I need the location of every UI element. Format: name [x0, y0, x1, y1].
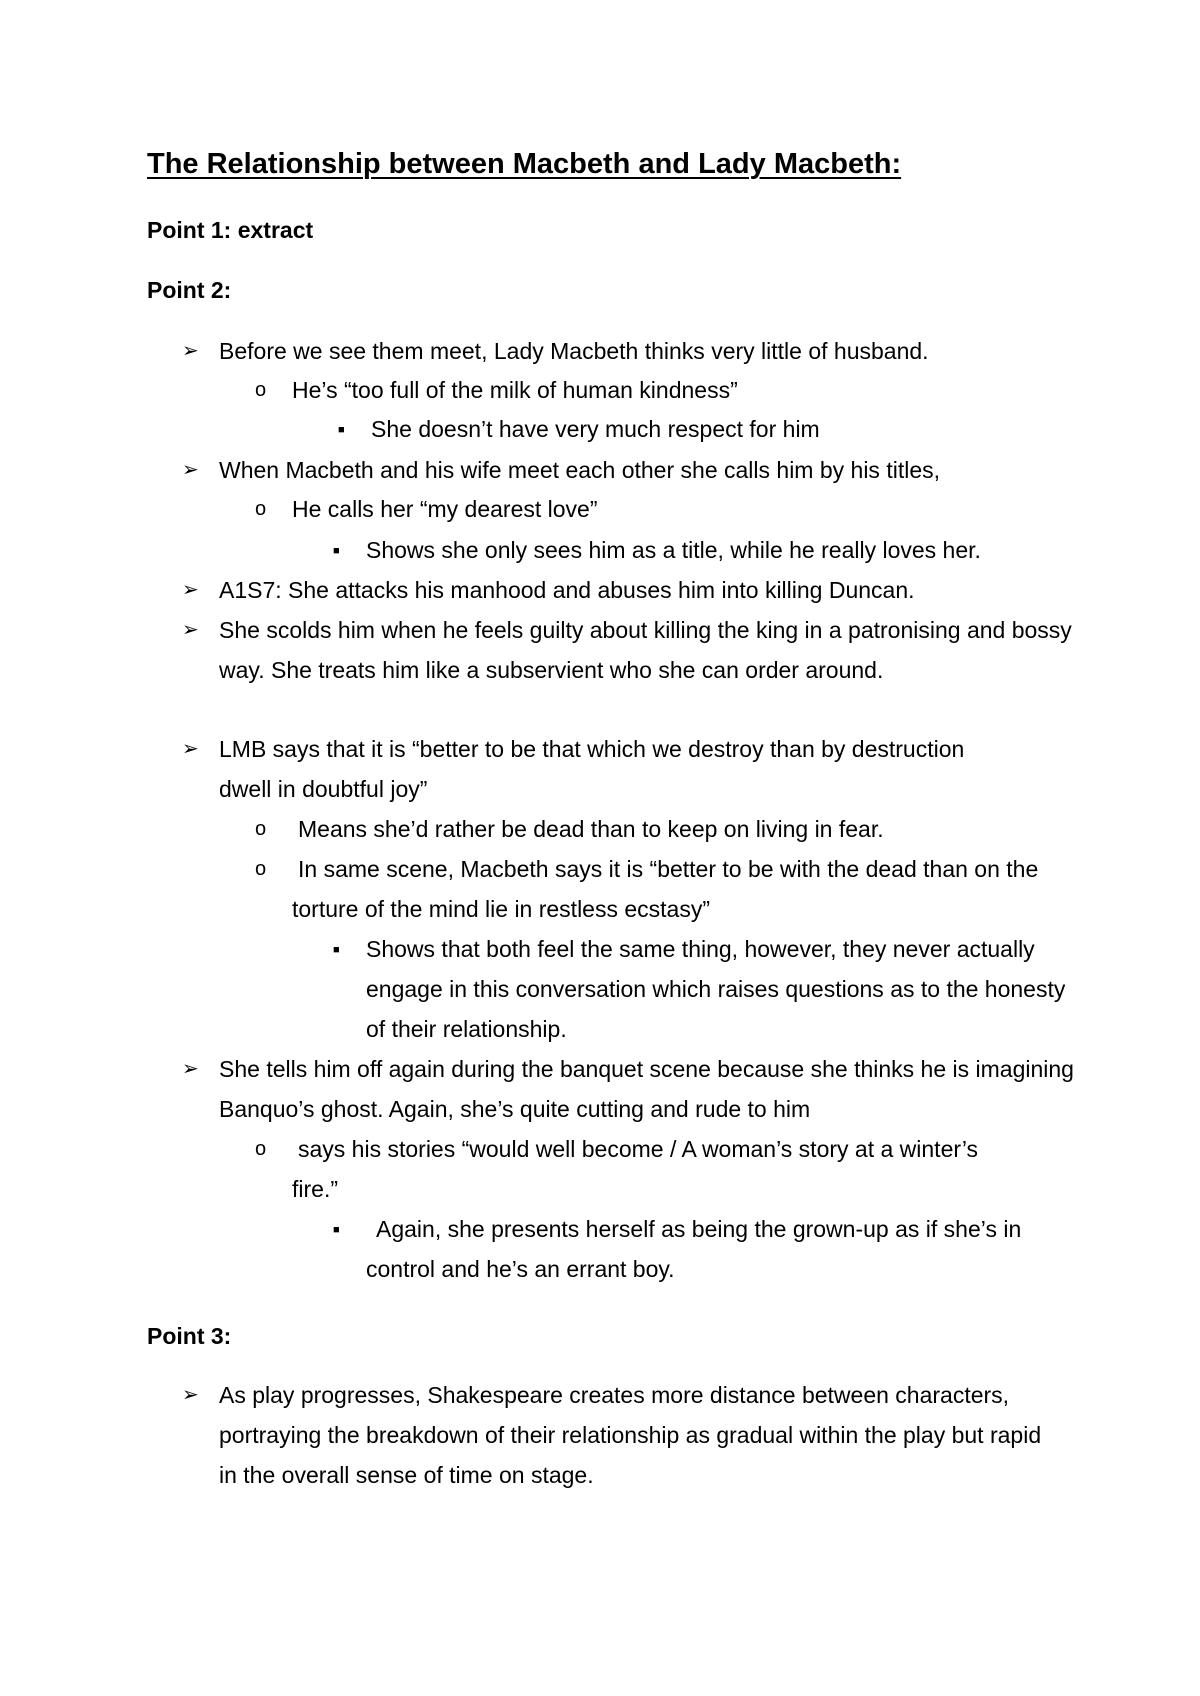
- list-item: [338, 409, 1081, 449]
- point-1-heading: Point 1: extract: [147, 217, 314, 243]
- square-bullet-icon: ■: [333, 1224, 340, 1236]
- list-item: [182, 570, 1079, 610]
- list-item-text: Before we see them meet, Lady Macbeth thinks very little of husband.: [219, 338, 929, 364]
- list-item: [255, 849, 1042, 929]
- arrow-bullet-icon: ➢: [182, 1058, 199, 1080]
- list-item-text: She doesn’t have very much respect for him: [371, 416, 820, 442]
- circle-bullet-icon: o: [255, 379, 267, 401]
- circle-bullet-icon: o: [255, 858, 267, 880]
- list-item: [255, 370, 1052, 410]
- list-item: [333, 530, 1076, 570]
- arrow-bullet-icon: ➢: [182, 459, 199, 481]
- list-item-text: Again, she presents herself as being the grown-up as if she’s in control and he’s an errant boy.: [366, 1216, 1022, 1282]
- list-item-text: She scolds him when he feels guilty about killing the king in a patronising and bossy way. She treats him like a subservient who she can order around.: [219, 617, 1072, 683]
- point-2-heading: Point 2:: [147, 277, 232, 303]
- list-item-text: Shows that both feel the same thing, however, they never actually engage in this conversation which raises questions as to the honesty of their relationship.: [366, 936, 1066, 1042]
- arrow-bullet-icon: ➢: [182, 619, 199, 641]
- square-bullet-icon: ■: [333, 944, 340, 956]
- list-item: [333, 929, 1066, 1049]
- list-item-text: LMB says that it is “better to be that which we destroy than by destruction dwell in doubtful joy”: [219, 736, 965, 802]
- point-3-heading: Point 3:: [147, 1323, 232, 1349]
- list-item: [182, 450, 1079, 490]
- list-item-text: She tells him off again during the banquet scene because she thinks he is imagining Banquo’s ghost. Again, she’s quite cutting and rude to him: [219, 1056, 1074, 1122]
- list-item: [255, 809, 1052, 849]
- list-item-text: A1S7: She attacks his manhood and abuses him into killing Duncan.: [219, 577, 915, 603]
- list-item: [182, 1375, 1059, 1495]
- arrow-bullet-icon: ➢: [182, 340, 199, 362]
- list-item-text: As play progresses, Shakespeare creates more distance between characters, portraying the breakdown of their relationship as gradual within the play but rapid in the overall sense of time on stage.: [219, 1382, 1042, 1488]
- list-item-text: Shows she only sees him as a title, while he really loves her.: [366, 537, 981, 563]
- list-item-text: Means she’d rather be dead than to keep on living in fear.: [298, 816, 884, 842]
- list-item: [182, 331, 1079, 371]
- arrow-bullet-icon: ➢: [182, 579, 199, 601]
- square-bullet-icon: ■: [333, 545, 340, 557]
- circle-bullet-icon: o: [255, 498, 267, 520]
- arrow-bullet-icon: ➢: [182, 738, 199, 760]
- list-item-text: says his stories “would well become / A woman’s story at a winter’s fire.”: [292, 1136, 979, 1202]
- circle-bullet-icon: o: [255, 818, 267, 840]
- circle-bullet-icon: o: [255, 1138, 267, 1160]
- list-item: [255, 1129, 1012, 1209]
- list-item: [255, 489, 1052, 529]
- square-bullet-icon: ■: [338, 424, 345, 436]
- document-title: The Relationship between Macbeth and Lady Macbeth:: [147, 148, 902, 180]
- arrow-bullet-icon: ➢: [182, 1384, 199, 1406]
- list-item: [182, 729, 999, 809]
- list-item: [182, 1049, 1099, 1129]
- list-item-text: He calls her “my dearest love”: [292, 496, 598, 522]
- list-item: [182, 610, 1089, 690]
- list-item: [333, 1209, 1056, 1289]
- list-item-text: In same scene, Macbeth says it is “better to be with the dead than on the torture of the mind lie in restless ecstasy”: [292, 856, 1039, 922]
- list-item-text: He’s “too full of the milk of human kindness”: [292, 377, 738, 403]
- list-item-text: When Macbeth and his wife meet each other she calls him by his titles,: [219, 457, 941, 483]
